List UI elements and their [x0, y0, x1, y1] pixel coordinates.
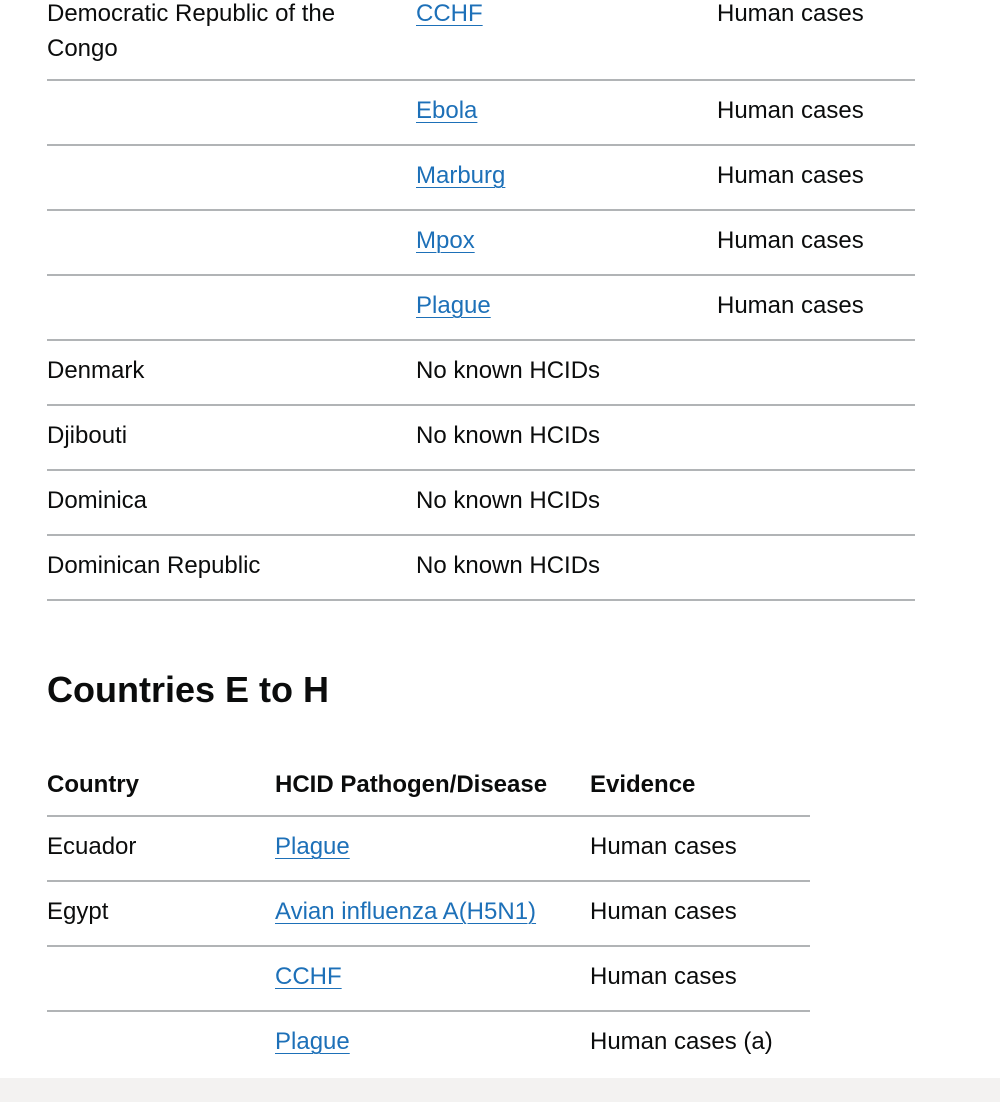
country-cell: Dominica [47, 487, 148, 514]
table-row [47, 211, 915, 276]
disease-link-mpox[interactable]: Mpox [416, 227, 475, 254]
disease-cell [416, 159, 717, 194]
disease-cell: No known HCIDs [416, 422, 601, 449]
country-cell: Egypt [47, 898, 109, 926]
disease-cell [275, 960, 590, 995]
disease-link-plague[interactable]: Plague [275, 1028, 350, 1056]
table-row [47, 81, 915, 146]
disease-cell: No known HCIDs [416, 487, 601, 514]
disease-link-marburg[interactable]: Marburg [416, 162, 506, 189]
disease-link-avian-influenza[interactable]: Avian influenza A(H5N1) [275, 898, 537, 926]
country-cell: Dominican Republic [47, 552, 261, 579]
disease-cell [416, 224, 717, 259]
evidence-cell: Human cases [717, 227, 864, 254]
evidence-cell: Human cases (a) [590, 1028, 773, 1056]
country-cell: Ecuador [47, 833, 137, 861]
table-header-row [47, 755, 810, 817]
table-row [47, 276, 915, 341]
table-row [47, 536, 915, 601]
section-heading: Countries E to H [47, 669, 330, 710]
page-content [47, 0, 1000, 1077]
disease-cell: No known HCIDs [416, 552, 601, 579]
evidence-cell: Human cases [717, 0, 864, 27]
disease-cell: No known HCIDs [416, 357, 601, 384]
disease-link-ebola[interactable]: Ebola [416, 97, 478, 124]
table-row [47, 1012, 810, 1077]
countries-e-to-h-table [47, 755, 810, 1077]
evidence-cell: Human cases [717, 97, 864, 124]
disease-cell [275, 1025, 590, 1060]
disease-cell [275, 895, 590, 930]
disease-cell [416, 0, 717, 32]
table-row [47, 471, 915, 536]
column-header-evidence: Evidence [590, 771, 696, 799]
disease-link-cchf[interactable]: CCHF [275, 963, 342, 991]
table-row [47, 341, 915, 406]
disease-link-plague[interactable]: Plague [275, 833, 350, 861]
column-header-country: Country [47, 771, 139, 799]
countries-a-to-d-table [47, 0, 915, 601]
evidence-cell: Human cases [590, 833, 737, 861]
evidence-cell: Human cases [590, 898, 737, 926]
country-cell: Djibouti [47, 422, 128, 449]
disease-cell [416, 289, 717, 324]
column-header-disease: HCID Pathogen/Disease [275, 771, 548, 799]
disease-link-plague[interactable]: Plague [416, 292, 491, 319]
evidence-cell: Human cases [717, 292, 864, 319]
disease-cell [275, 830, 590, 865]
evidence-cell: Human cases [717, 162, 864, 189]
table-row [47, 0, 915, 81]
footer-bar [0, 1078, 1000, 1102]
table-row [47, 947, 810, 1012]
disease-cell [416, 94, 717, 129]
country-cell: Denmark [47, 357, 145, 384]
evidence-cell: Human cases [590, 963, 737, 991]
table-row [47, 406, 915, 471]
country-cell: Democratic Republic of the Congo [47, 0, 336, 62]
table-row [47, 882, 810, 947]
table-row [47, 817, 810, 882]
disease-link-cchf[interactable]: CCHF [416, 0, 483, 27]
table-row [47, 146, 915, 211]
